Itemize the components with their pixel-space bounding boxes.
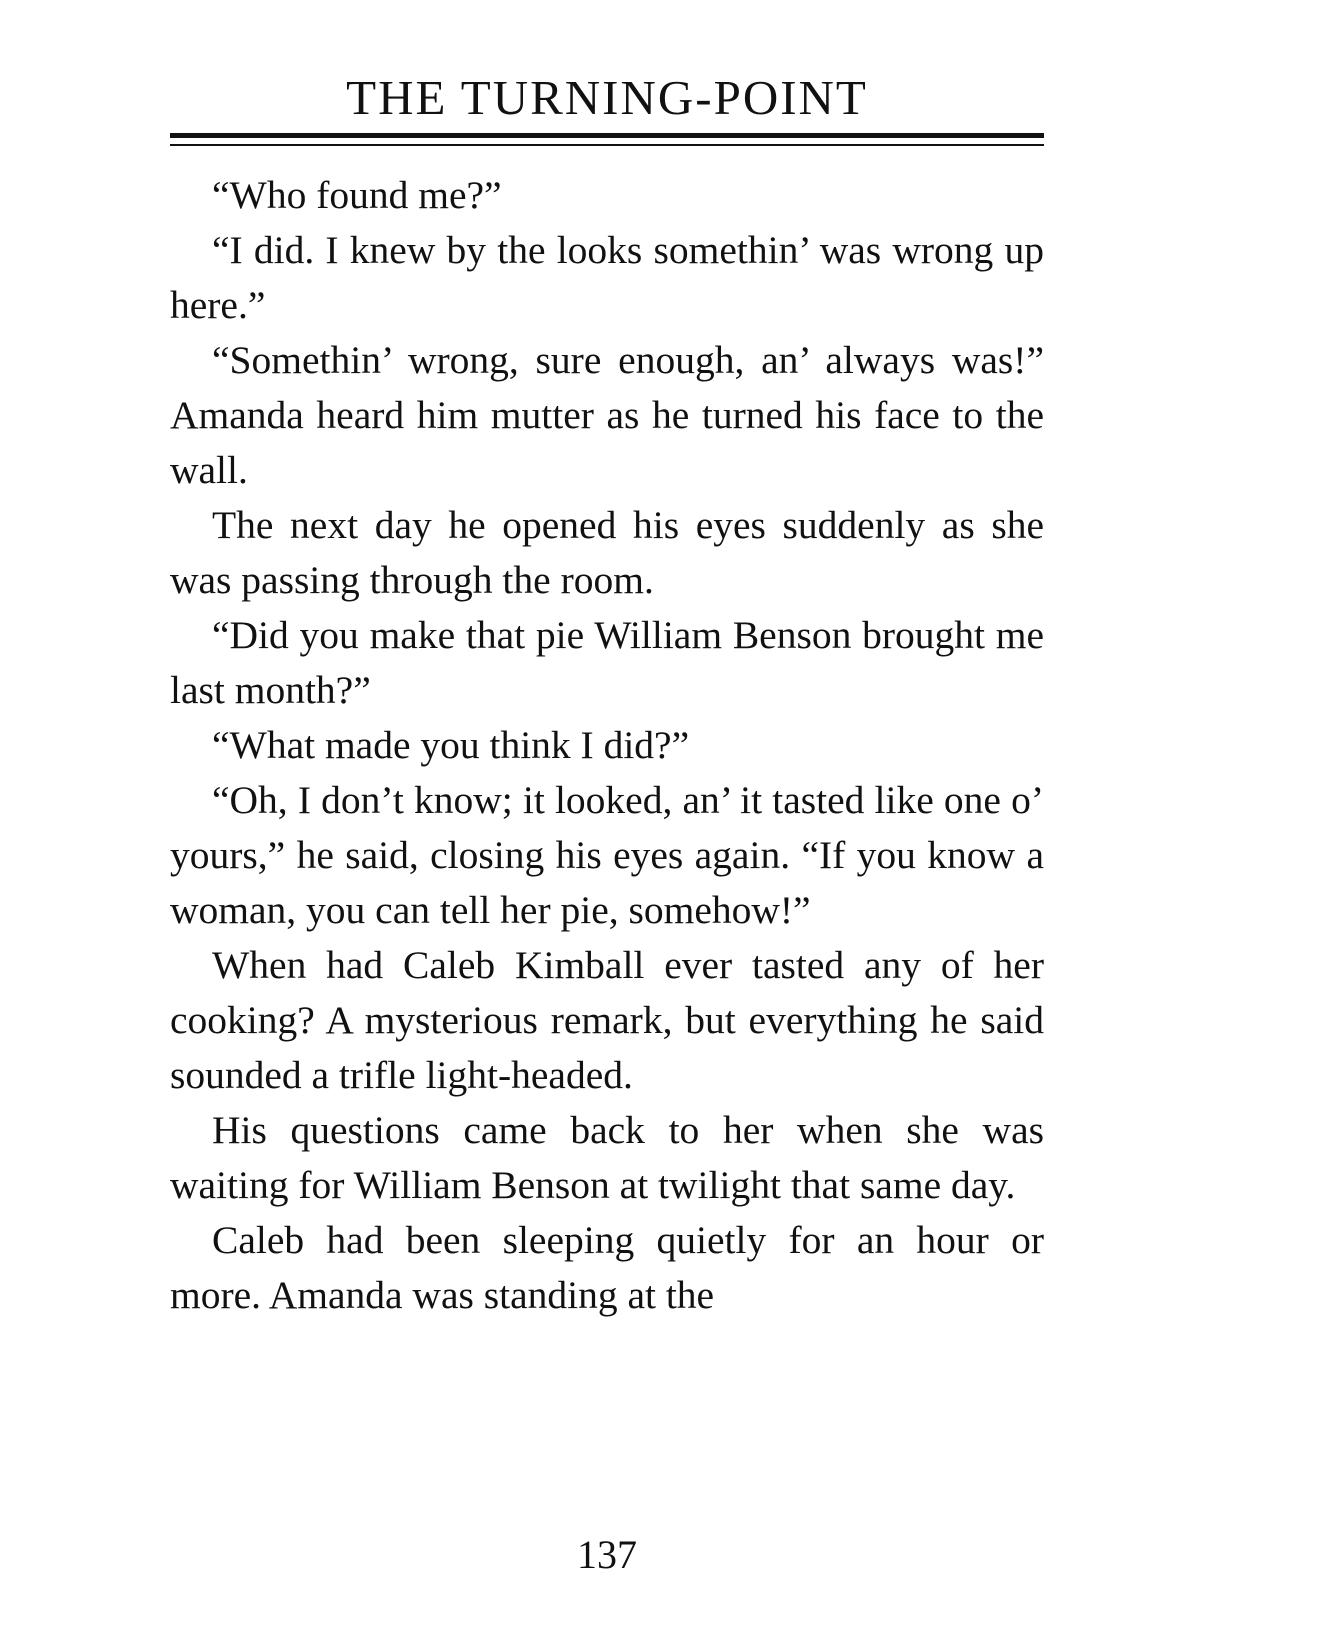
paragraph: When had Caleb Kimball ever tasted any of her cooking? A mysterious remark, but everything he said sounded a trifle light-headed.	[170, 943, 1044, 1097]
paragraph: “Did you make that pie William Benson brought me last month?”	[170, 613, 1044, 712]
body-text	[170, 168, 1044, 1323]
header-rule-thin	[170, 144, 1044, 146]
paragraph: “What made you think I did?”	[212, 723, 690, 767]
paragraph: “I did. I knew by the looks somethin’ was wrong up here.”	[170, 228, 1044, 327]
paragraph: “Who found me?”	[212, 173, 502, 217]
header-rule-thick	[170, 133, 1044, 138]
paragraph: Caleb had been sleeping quietly for an hour or more. Amanda was standing at the	[170, 1218, 1044, 1317]
paragraph: “Oh, I don’t know; it looked, an’ it tasted like one o’ yours,” he said, closing his eyes again. “If you know a woman, you can tell her pie, somehow!”	[170, 778, 1044, 932]
paragraph: “Somethin’ wrong, sure enough, an’ always was!” Amanda heard him mutter as he turned his face to the wall.	[170, 338, 1044, 492]
page-number: 137	[577, 1532, 637, 1577]
paragraph: The next day he opened his eyes suddenly as she was passing through the room.	[170, 503, 1044, 602]
running-head: THE TURNING-POINT	[346, 70, 868, 125]
paragraph: His questions came back to her when she was waiting for William Benson at twilight that same day.	[170, 1108, 1044, 1207]
